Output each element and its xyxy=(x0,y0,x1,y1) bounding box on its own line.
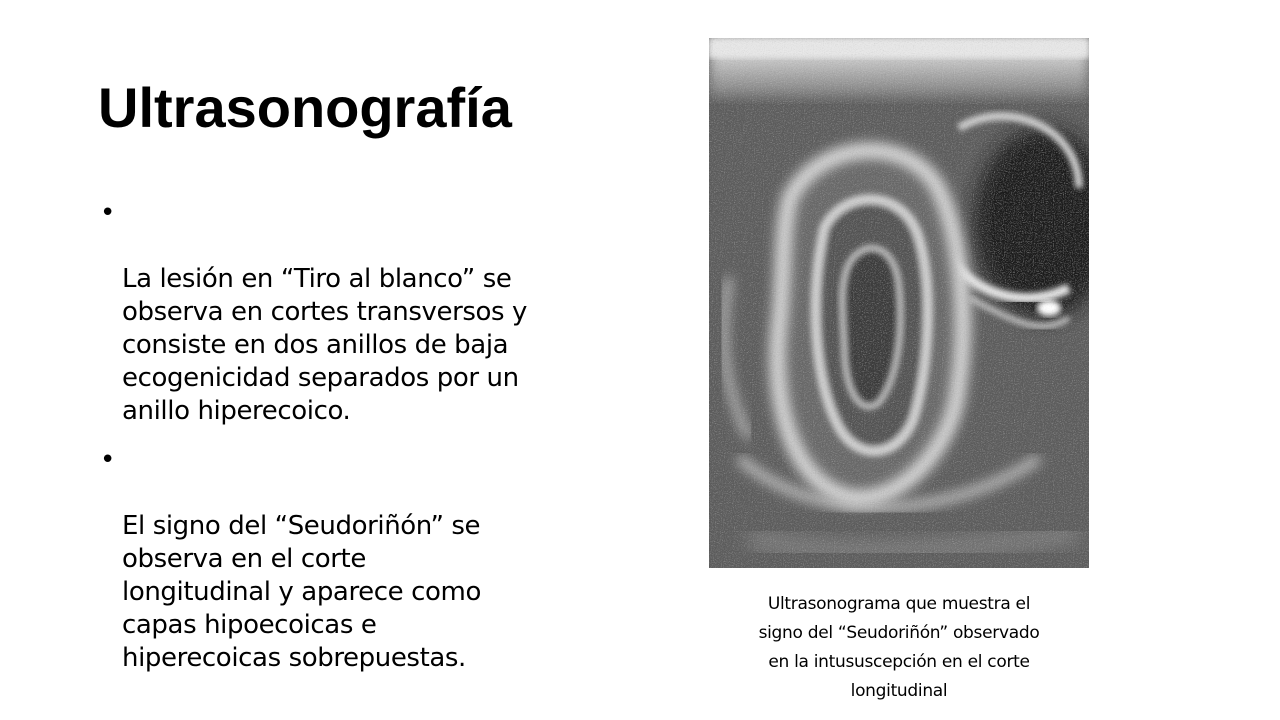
bullet-item xyxy=(100,444,620,675)
image-caption: Ultrasonograma que muestra el signo del “Seudoriñón” observado en la intususcepción en el corte longitudinal xyxy=(758,594,1040,701)
ultrasound-graphic xyxy=(709,38,1089,568)
slide-title: Ultrasonografía xyxy=(98,76,512,139)
bullet-marker: • xyxy=(100,198,115,228)
bullet-marker: • xyxy=(100,445,115,475)
bullet-text: La lesión en “Tiro al blanco” se observa en cortes transversos y consiste en dos anillos de baja ecogenicidad separados por un anillo hiperecoico. xyxy=(122,264,528,426)
bullet-item xyxy=(100,197,620,428)
ultrasound-image xyxy=(709,38,1089,568)
bullet-text: El signo del “Seudoriñón” se observa en el corte longitudinal y aparece como capas hipoecoicas e hiperecoicas sobrepuestas. xyxy=(122,511,481,673)
bullet-list xyxy=(100,197,620,691)
